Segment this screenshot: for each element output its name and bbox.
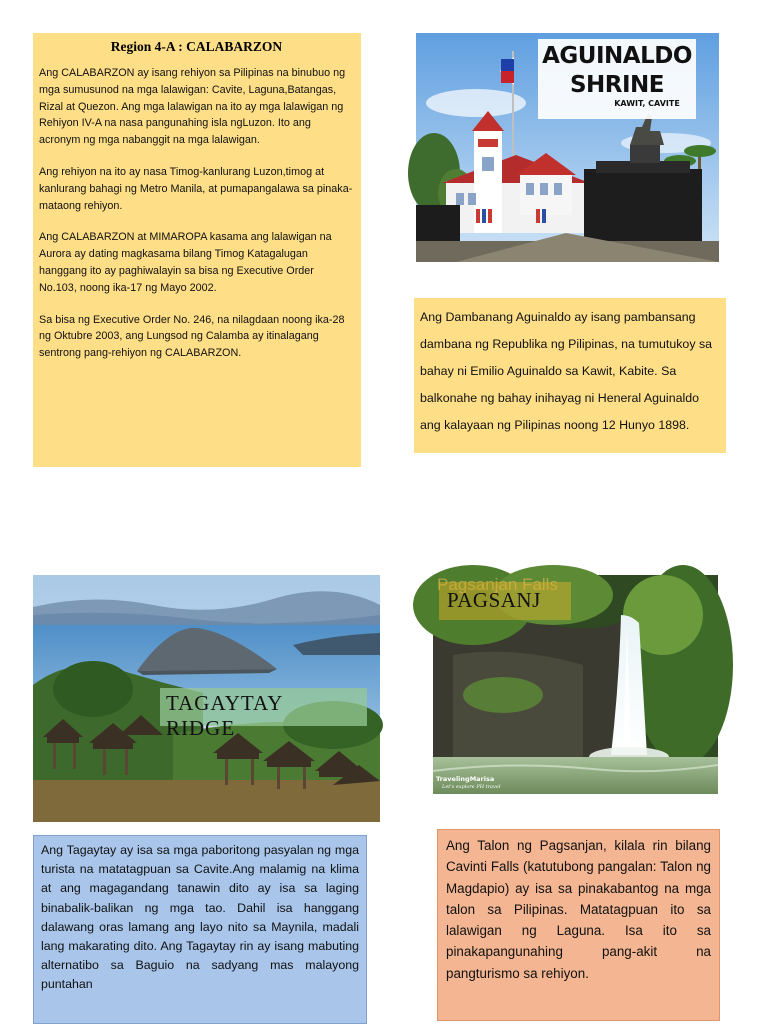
aguinaldo-title-line1: AGUINALDO [542,43,692,69]
tagaytay-label-line2: RIDGE [166,716,236,740]
region-paragraph-3: Ang CALABARZON at MIMAROPA kasama ang lalawigan na Aurora ay dating magkasama bilang Timog Katagalugan hanggang ito ay paghiwalayin sa bisa ng Executive Order No.103, noong ika-17 ng Mayo 2002. [39,231,332,294]
aguinaldo-caption-text: Ang Dambanang Aguinaldo ay isang pambansang dambana ng Republika ng Pilipinas, na tumutukoy sa bahay ni Emilio Aguinaldo sa Kawit, Kabite. Sa balkonahe ng bahay inihayag ni Heneral Aguinaldo ang kalayaan ng Pilipinas noong 12 Hunyo 1898. [420,310,713,432]
region-info-box [33,33,361,467]
pagsanjan-faded-text: Pagsanjan Falls [437,575,558,594]
tagaytay-label-card [160,688,367,740]
pagsanjan-label: PAGSANJ [447,588,541,612]
aguinaldo-shrine-photo [416,33,719,262]
aguinaldo-subtitle: KAWIT, CAVITE [614,99,680,108]
pagsanjan-falls-photo [433,575,718,794]
pagsanjan-label-card [439,582,571,620]
tagaytay-label-line1: TAGAYTAY [166,691,284,715]
region-paragraph-1: Ang CALABARZON ay isang rehiyon sa Pilipinas na binubuo ng mga sumusunod na mga lalawigan: Cavite, Laguna,Batangas, Rizal at Quezon. Ang mga lalawigan na ito ay mga lalawigan ng Rehiyon IV-A na nasa pangunahing isla ngLuzon. Ito ang acronym ng mga nabanggit na mga lalawigan. [39,67,346,147]
aguinaldo-caption-box [414,298,726,453]
tagaytay-caption-text: Ang Tagaytay ay isa sa mga paboritong pasyalan ng mga turista na matatagpuan sa Cavite.Ang malamig na klima at ang magagandang tanawin dito ay isa sa laging binabalik-balikan ng mga tao. Dahil isa hanggang dalawang oras lamang ang layo nito sa Maynila, madali lang makarating dito. Ang Tagaytay rin ay isang mabuting alternatibo sa Baguio na sadyang mas malayong puntahan [41,843,359,992]
pagsanjan-caption-box [437,829,720,1021]
pagsanjan-watermark-line2: Let's explore PH travel [442,784,501,790]
aguinaldo-title-card [538,39,696,119]
aguinaldo-title-line2: SHRINE [569,72,665,98]
tagaytay-ridge-photo [33,575,380,822]
region-title: Region 4-A : CALABARZON [110,39,283,54]
region-paragraph-4: Sa bisa ng Executive Order No. 246, na nilagdaan noong ika-28 ng Oktubre 2003, ang Lungsod ng Calamba ay itinalagang sentrong pang-rehiyon ng CALABARZON. [39,313,345,360]
pagsanjan-caption-text: Ang Talon ng Pagsanjan, kilala rin bilang Cavinti Falls (katutubong pangalan: Talon ng Magdapio) ay isa sa pinakabantog na mga talon sa Pilipinas. Matatagpuan ito sa lalawigan ng Laguna. Isa ito sa pinakapangunahing pang-akit na pangturismo sa rehiyon. [446,838,711,981]
region-paragraph-2: Ang rehiyon na ito ay nasa Timog-kanlurang Luzon,timog at kanlurang bahagi ng Metro Manila, at pumapangalawa sa pinaka-mataong rehiyon. [39,165,353,212]
tagaytay-caption-box [33,835,367,1024]
pagsanjan-watermark-line1: TravelingMarisa [436,775,495,783]
pagsanjan-watermark [436,775,500,791]
